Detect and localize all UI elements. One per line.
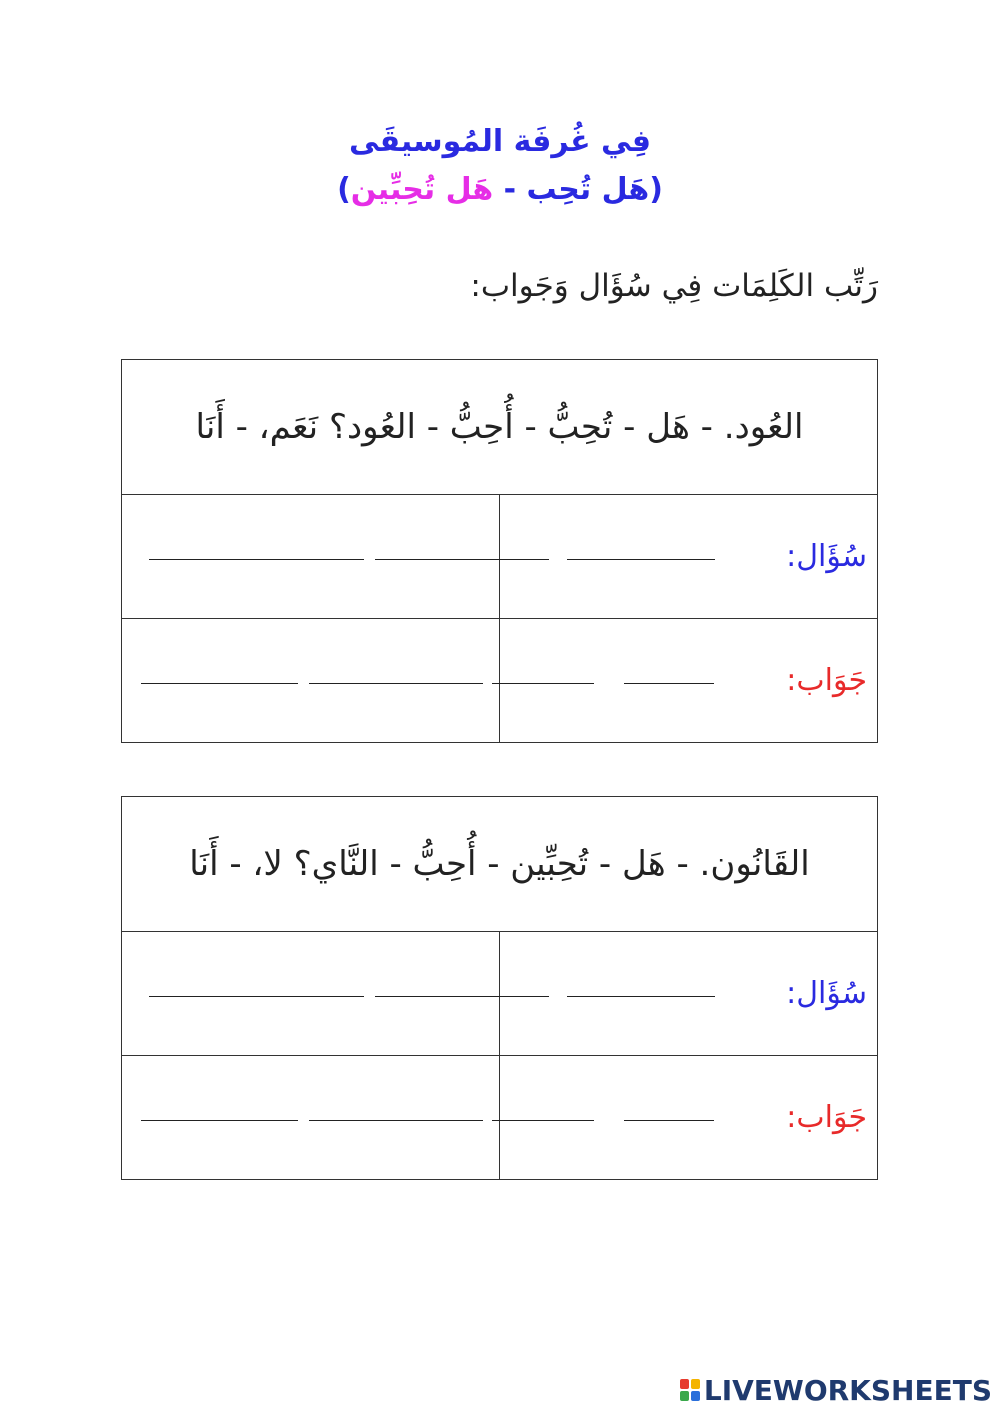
- question-row: [122, 495, 878, 619]
- logo-square-blue: [691, 1391, 700, 1401]
- blank-line[interactable]: [375, 559, 549, 560]
- subtitle-close-paren: ): [337, 172, 351, 207]
- blank-line[interactable]: [492, 1120, 594, 1121]
- exercise-table-1: [121, 359, 878, 743]
- liveworksheets-logo-text: LIVEWORKSHEETS: [703, 1373, 992, 1407]
- subtitle-part-masculine: هَل تُحِب: [526, 172, 650, 207]
- answer-answer-area[interactable]: [122, 619, 500, 743]
- logo-square-yellow: [691, 1379, 700, 1389]
- blank-line[interactable]: [309, 683, 483, 684]
- question-answer-area[interactable]: [122, 932, 500, 1056]
- logo-square-green: [680, 1391, 689, 1401]
- blank-line[interactable]: [149, 996, 364, 997]
- scrambled-words: القَانُون. - هَل - تُحِبِّين - أُحِبُّ - النَّاي؟ لا، - أَنَا: [122, 797, 878, 932]
- answer-label: جَوَاب:: [500, 1056, 878, 1180]
- answer-row: [122, 1056, 878, 1180]
- blank-line[interactable]: [492, 683, 594, 684]
- liveworksheets-logo-icon: [680, 1379, 700, 1401]
- blank-line[interactable]: [375, 996, 549, 997]
- logo-square-red: [680, 1379, 689, 1389]
- words-row: [122, 797, 878, 932]
- blank-line[interactable]: [624, 683, 714, 684]
- subtitle-open-paren: (: [649, 172, 663, 207]
- question-label: سُؤَال:: [500, 495, 878, 619]
- words-row: [122, 360, 878, 495]
- blank-line[interactable]: [567, 996, 715, 997]
- subtitle-part-feminine: هَل تُحِبِّين: [350, 172, 494, 207]
- scrambled-words: العُود. - هَل - تُحِبُّ - أُحِبُّ - العُود؟ نَعَم، - أَنَا: [122, 360, 878, 495]
- blank-line[interactable]: [141, 1120, 298, 1121]
- question-answer-area[interactable]: [122, 495, 500, 619]
- answer-row: [122, 619, 878, 743]
- page-title: فِي غُرفَة المُوسيقَى: [348, 124, 652, 159]
- question-row: [122, 932, 878, 1056]
- question-label: سُؤَال:: [500, 932, 878, 1056]
- liveworksheets-logo: [680, 1375, 992, 1405]
- blank-line[interactable]: [149, 559, 364, 560]
- blank-line[interactable]: [624, 1120, 714, 1121]
- page-subtitle: [0, 172, 1000, 207]
- blank-line[interactable]: [309, 1120, 483, 1121]
- answer-label: جَوَاب:: [500, 619, 878, 743]
- exercise-table-2: [121, 796, 878, 1180]
- subtitle-separator: -: [493, 172, 527, 207]
- instruction-text: رَتِّب الكَلِمَات فِي سُؤَال وَجَواب:: [470, 268, 878, 304]
- blank-line[interactable]: [141, 683, 298, 684]
- blank-line[interactable]: [567, 559, 715, 560]
- answer-answer-area[interactable]: [122, 1056, 500, 1180]
